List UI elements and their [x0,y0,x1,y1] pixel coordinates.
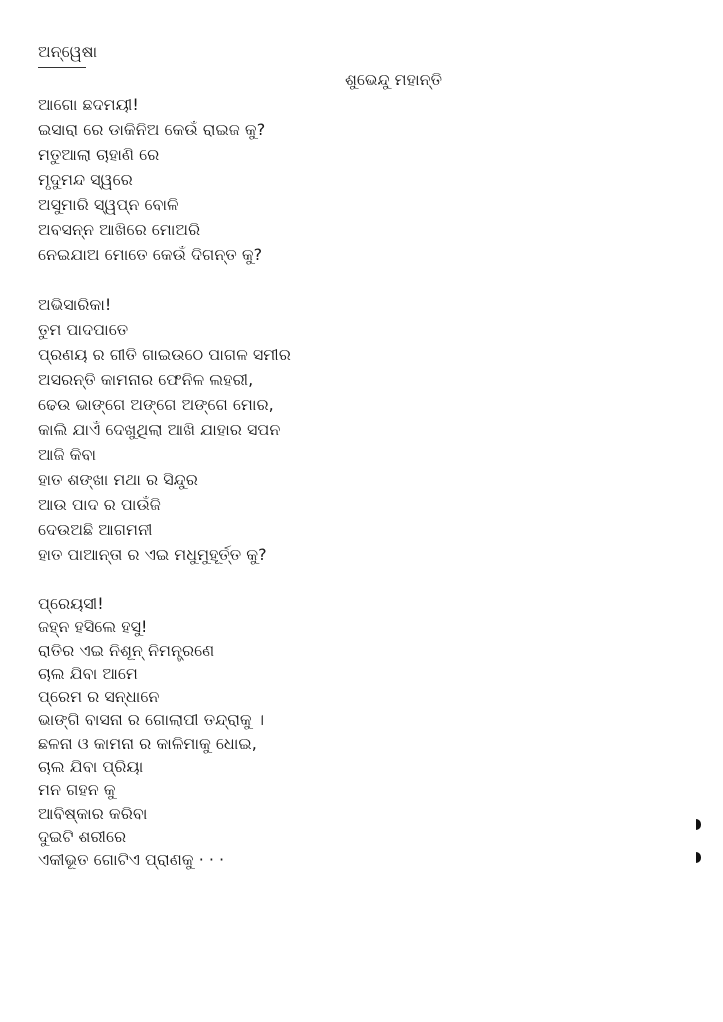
poem-line: ଇସାରା ରେ ଡାକିନିଅ କେଉଁ ରାଇଜ କୁ? [38,120,266,139]
poem-line: ଏକୀଭୂତ ଗୋଟିଏ ପ୍ରାଣକୁ · · · [38,850,225,870]
poem-line: ଛଳନା ଓ କାମନା ର କାଳିମାକୁ ଧୋଇ, [38,733,257,753]
poem-line: ଦୁଇଟି ଶରୀରେ [38,826,127,846]
poem-line: ଚାଲ ଯିବା ଆମେ [38,663,138,683]
poem-line: ମନ ଗହନ କୁ [38,780,116,800]
poem-line: ଅସରନ୍ତି କାମନାର ଫେନିଳ ଲହରୀ, [38,370,254,389]
poem-line: ହାତ ପାଆନ୍ତା ର ଏଇ ମଧୁମୁହୂର୍ତ୍ତ କୁ? [38,545,267,564]
poem-line: ପ୍ରେୟସୀ! [38,594,104,613]
scan-margin-mark [696,819,701,830]
poem-line: ମତୁଆଲା ଚାହାଣି ରେ [38,145,160,164]
title-underline [38,67,86,68]
poem-line: ରାତିର ଏଇ ନିଶୂନ୍ ନିମନ୍ତ୍ରଣେ [38,640,215,660]
poem-line: ଆଉ ପାଦ ର ପାଉଁଜି [38,495,161,514]
poem-line: ଦେଉଅଛି ଆଗମନୀ [38,520,153,539]
stanza-3 [38,592,264,872]
stanza-1 [38,92,265,267]
poem-line: ହାତ ଶଙ୍ଖା ମଥା ର ସିନ୍ଦୁର [38,470,198,489]
poem-line: ଢେଉ ଭାଙ୍ଗେ ଅଙ୍ଗେ ଅଙ୍ଗେ ମୋର, [38,395,274,414]
poem-line: କାଲି ଯାଏଁ ଦେଖୁଥିଲା ଆଖି ଯାହାର ସପନ [38,420,281,439]
poem-line: ଆବିଷ୍କାର କରିବା [38,803,148,823]
scan-margin-mark [696,852,701,863]
poem-line: ଆଗୋ ଛଦମୟୀ! [38,95,139,114]
poem-line: ଆଜି କିବା [38,445,97,464]
poem-line: ତୁମ ପାଦପାତେ [38,320,129,339]
stanza-2 [38,292,291,567]
poem-line: ଚାଲ ଯିବା ପ୍ରିୟା [38,757,144,777]
poem-line: ପ୍ରେମ ର ସନ୍ଧାନେ [38,687,160,707]
poem-line: ଅବସନ୍ନ ଆଖିରେ ମୋଅରି [38,220,201,239]
poem-line: ନେଇଯାଅ ମୋତେ କେଉଁ ଦିଗନ୍ତ କୁ? [38,245,263,264]
poem-title: ଅନ୍ୱେଷା [38,42,98,61]
poem-line: ଜହ୍ନ ହସିଲେ ହସୁ! [38,617,148,637]
poem-line: ଅସୁମାରି ସ୍ୱପ୍ନ ବୋଳି [38,195,179,214]
poem-line: ଭାଙ୍ଗି ବାସନା ର ଗୋଲାପୀ ତନ୍ଦ୍ରାକୁ । [38,710,265,730]
poem-line: ପ୍ରଣୟ ର ଗୀତି ଗାଇଉଠେ ପାଗଳ ସମୀର [38,345,291,364]
poem-line: ଅଭିସାରିକା! [38,295,112,314]
poem-author: ଶୁଭେନ୍ଦୁ ମହାନ୍ତି [345,70,443,89]
poem-line: ମୃଦୁମନ୍ଦ ସ୍ୱରେ [38,170,133,189]
